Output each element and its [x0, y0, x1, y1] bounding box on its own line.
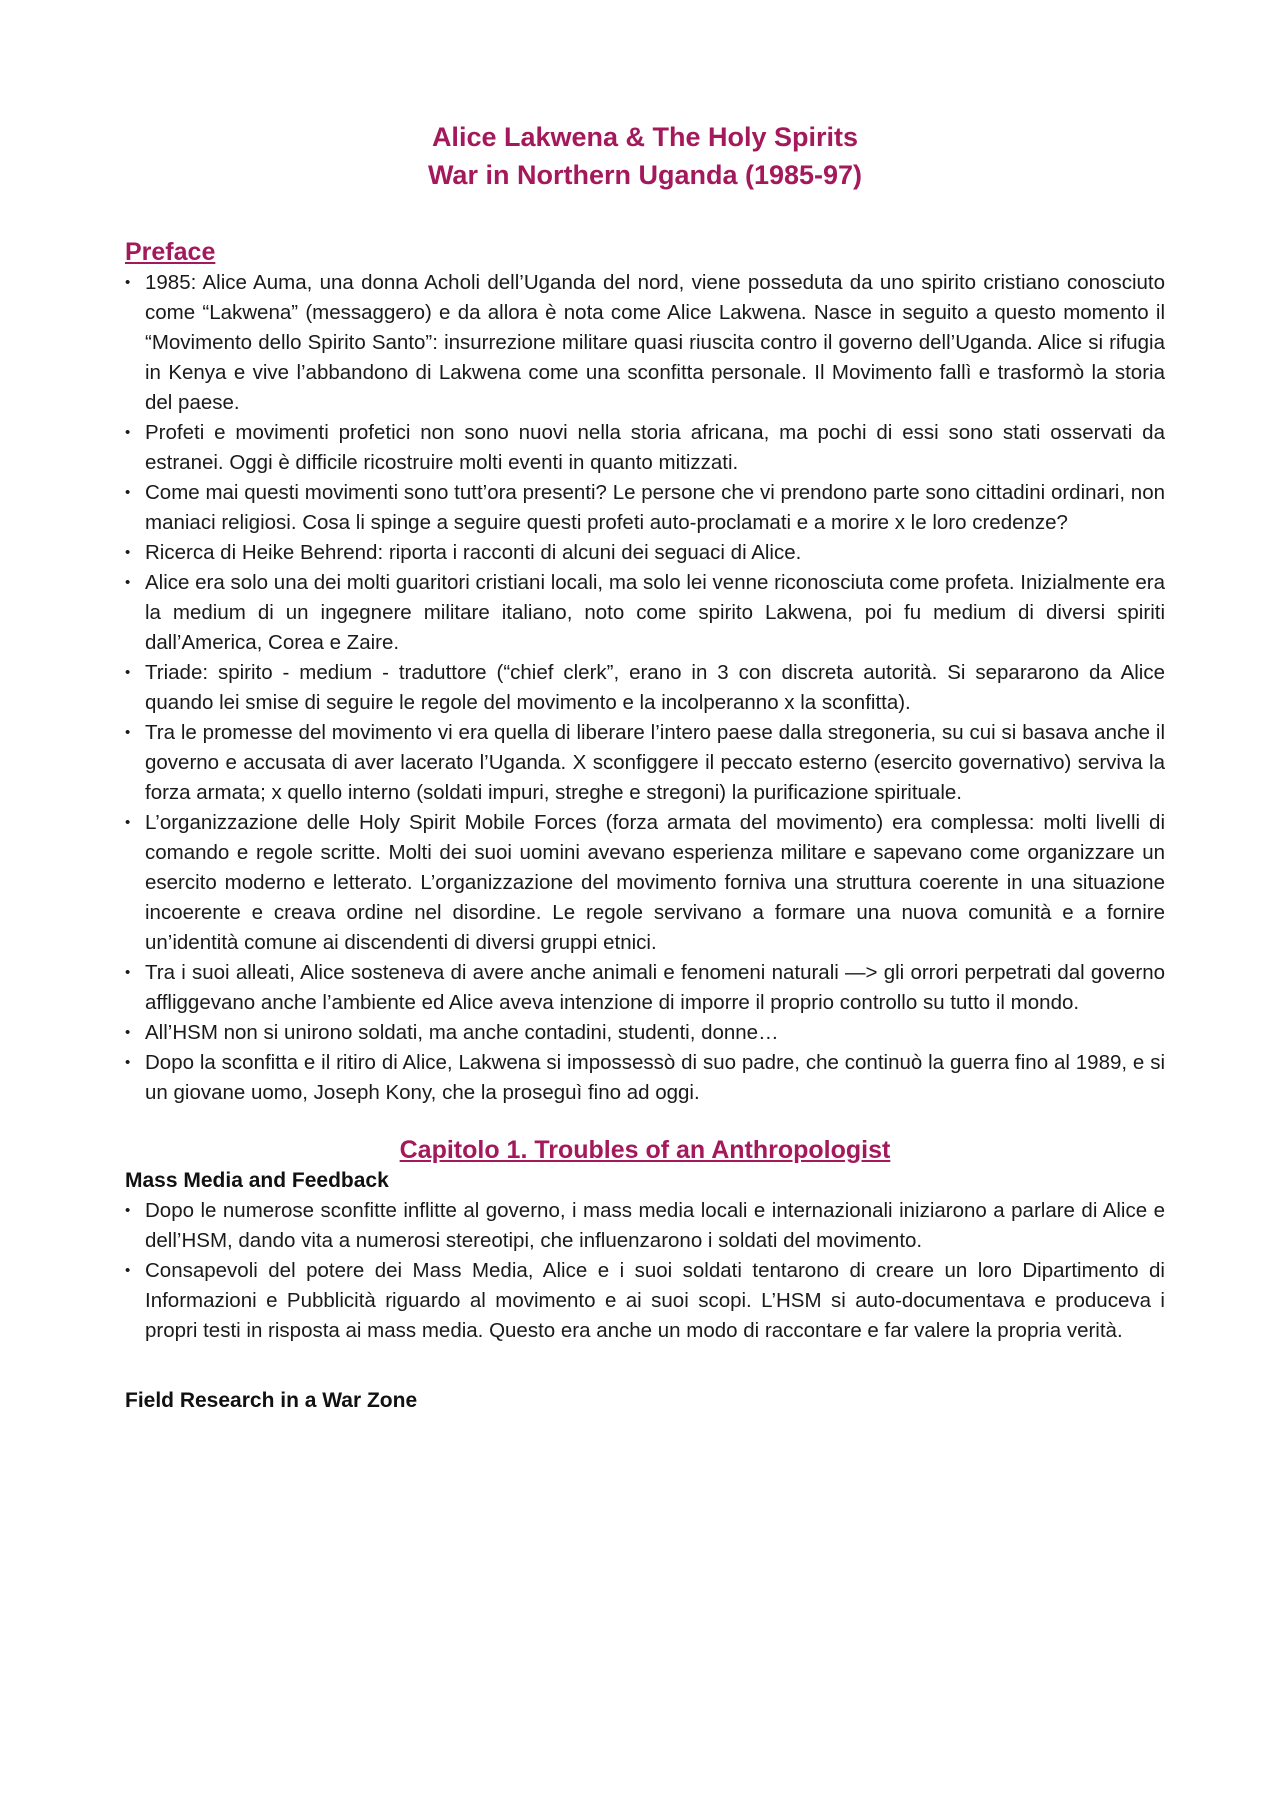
list-item: • Alice era solo una dei molti guaritori cristiani locali, ma solo lei venne riconosciuta come profeta. Inizialmente era la medium di un ingegnere militare italiano, noto come spirito Lakwena, poi fu medium di diversi spiriti dall’America, Corea e Zaire. — [125, 568, 1165, 658]
list-item: • All’HSM non si unirono soldati, ma anche contadini, studenti, donne… — [125, 1018, 1165, 1048]
mass-media-heading: Mass Media and Feedback — [125, 1169, 389, 1192]
list-item: • Triade: spirito - medium - traduttore (“chief clerk”, erano in 3 con discreta autorità. Si separarono da Alice quando lei smise di seguire le regole del movimento e la incolperanno x la sconfitta). — [125, 658, 1165, 718]
field-research-heading: Field Research in a War Zone — [125, 1389, 418, 1412]
list-item: • Dopo la sconfitta e il ritiro di Alice, Lakwena si impossessò di suo padre, che continuò la guerra fino al 1989, e si un giovane uomo, Joseph Kony, che la proseguì fino ad oggi. — [125, 1048, 1165, 1108]
list-item: • Dopo le numerose sconfitte inflitte al governo, i mass media locali e internazionali iniziarono a parlare di Alice e dell’HSM, dando vita a numerosi stereotipi, che influenzarono i soldati del movimento. — [125, 1196, 1165, 1256]
list-item: • Tra i suoi alleati, Alice sosteneva di avere anche animali e fenomeni naturali —> gli orrori perpetrati dal governo affliggevano anche l’ambiente ed Alice aveva intenzione di imporre il proprio controllo su tutto il mondo. — [125, 958, 1165, 1018]
list-item: • L’organizzazione delle Holy Spirit Mobile Forces (forza armata del movimento) era complessa: molti livelli di comando e regole scritte. Molti dei suoi uomini avevano esperienza militare e sapevano come organizzare un esercito moderno e letterato. L’organizzazione del movimento forniva una struttura coerente in una situazione incoerente e creava ordine nel disordine. Le regole servivano a formare una nuova comunità e a fornire un’identità comune ai discendenti di diversi gruppi etnici. — [125, 808, 1165, 958]
title-line-2: War in Northern Uganda (1985-97) — [427, 160, 863, 190]
list-item: • 1985: Alice Auma, una donna Acholi dell’Uganda del nord, viene posseduta da uno spirito cristiano conosciuto come “Lakwena” (messaggero) e da allora è nota come Alice Lakwena. Nasce in seguito a questo momento il “Movimento dello Spirito Santo”: insurrezione militare quasi riuscita contro il governo dell’Uganda. Alice si rifugia in Kenya e vive l’abbandono di Lakwena come una sconfitta personale. Il Movimento fallì e trasformò la storia del paese. — [125, 268, 1165, 418]
list-item: • Consapevoli del potere dei Mass Media, Alice e i suoi soldati tentarono di creare un loro Dipartimento di Informazioni e Pubblicità riguardo al movimento e ai suoi scopi. L’HSM si auto-documentava e produceva i propri testi in risposta ai mass media. Questo era anche un modo di raccontare e far valere la propria verità. — [125, 1256, 1165, 1346]
list-item: • Ricerca di Heike Behrend: riporta i racconti di alcuni dei seguaci di Alice. — [125, 538, 1165, 568]
list-item: • Profeti e movimenti profetici non sono nuovi nella storia africana, ma pochi di essi sono stati osservati da estranei. Oggi è difficile ricostruire molti eventi in quanto mitizzati. — [125, 418, 1165, 478]
document-title — [125, 118, 1165, 194]
preface-list — [125, 268, 1165, 1108]
preface-heading: Preface — [125, 238, 216, 266]
mass-media-list — [125, 1196, 1165, 1346]
title-line-1: Alice Lakwena & The Holy Spirits — [431, 122, 859, 152]
list-item: • Come mai questi movimenti sono tutt’ora presenti? Le persone che vi prendono parte sono cittadini ordinari, non maniaci religiosi. Cosa li spinge a seguire questi profeti auto-proclamati e a morire x le loro credenze? — [125, 478, 1165, 538]
list-item: • Tra le promesse del movimento vi era quella di liberare l’intero paese dalla stregoneria, su cui si basava anche il governo e accusata di aver lacerato l’Uganda. X sconfiggere il peccato esterno (esercito governativo) serviva la forza armata; x quello interno (soldati impuri, streghe e stregoni) la purificazione spirituale. — [125, 718, 1165, 808]
chapter-1-heading: Capitolo 1. Troubles of an Anthropologist — [399, 1136, 891, 1164]
document-page — [125, 118, 1165, 1416]
